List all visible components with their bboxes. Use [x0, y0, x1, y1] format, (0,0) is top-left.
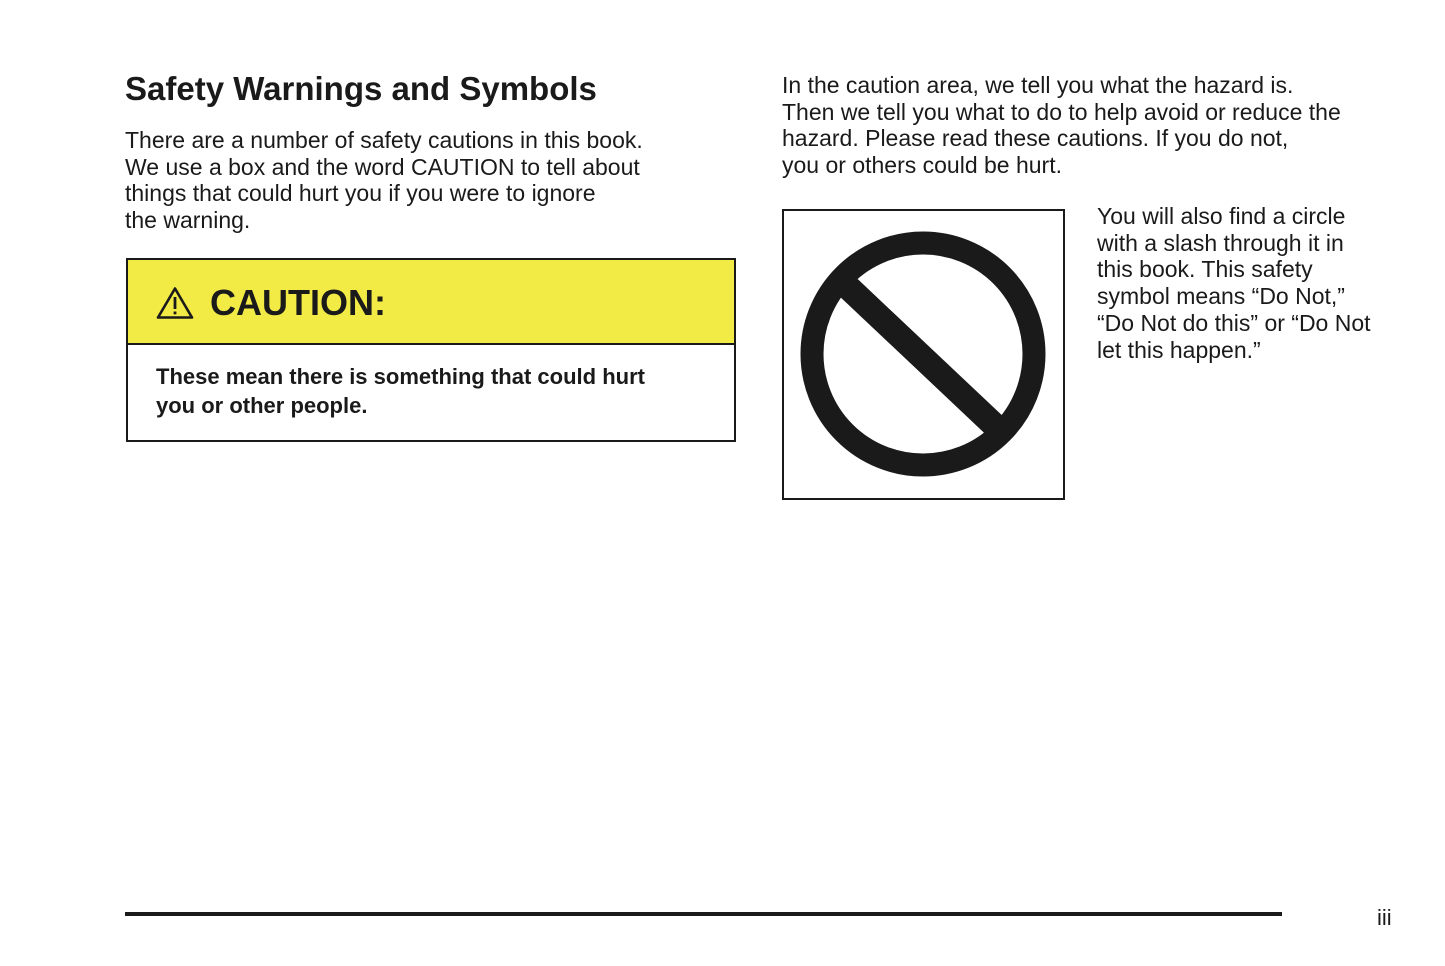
caution-body: [156, 362, 645, 420]
symbol-explanation-line: “Do Not do this” or “Do Not: [1097, 309, 1371, 336]
caution-explanation-line: hazard. Please read these cautions. If you do not,: [782, 125, 1289, 152]
prohibition-symbol-frame: [782, 209, 1065, 500]
caution-explanation-line: Then we tell you what to do to help avoid or reduce the: [782, 98, 1341, 125]
intro-line: things that could hurt you if you were to ignore: [125, 180, 596, 207]
symbol-explanation-line: symbol means “Do Not,”: [1097, 283, 1345, 310]
warning-triangle-icon: [156, 286, 194, 320]
caution-explanation-line: you or others could be hurt.: [782, 152, 1062, 179]
symbol-explanation-line: let this happen.”: [1097, 336, 1261, 363]
intro-line: We use a box and the word CAUTION to tell about: [125, 153, 640, 180]
caution-header: [128, 260, 734, 345]
caution-explanation-paragraph: [782, 72, 1341, 179]
symbol-explanation-paragraph: [1097, 203, 1371, 363]
caution-body-line: you or other people.: [156, 393, 368, 418]
symbol-explanation-line: with a slash through it in: [1097, 229, 1344, 256]
prohibition-circle-slash-icon: [784, 211, 1067, 502]
caution-explanation-line: In the caution area, we tell you what the hazard is.: [782, 72, 1294, 98]
intro-line: There are a number of safety cautions in this book.: [125, 127, 643, 153]
caution-box: [126, 258, 736, 442]
caution-title: CAUTION:: [210, 282, 386, 323]
intro-paragraph: [125, 127, 643, 234]
symbol-explanation-line: this book. This safety: [1097, 256, 1313, 283]
caution-body-line: These mean there is something that could hurt: [156, 364, 645, 389]
intro-line: the warning.: [125, 207, 251, 234]
symbol-explanation-line: You will also find a circle: [1097, 203, 1346, 229]
page-number: iii: [1377, 905, 1392, 930]
page-heading: Safety Warnings and Symbols: [125, 70, 597, 107]
footer-rule: [125, 912, 1282, 916]
